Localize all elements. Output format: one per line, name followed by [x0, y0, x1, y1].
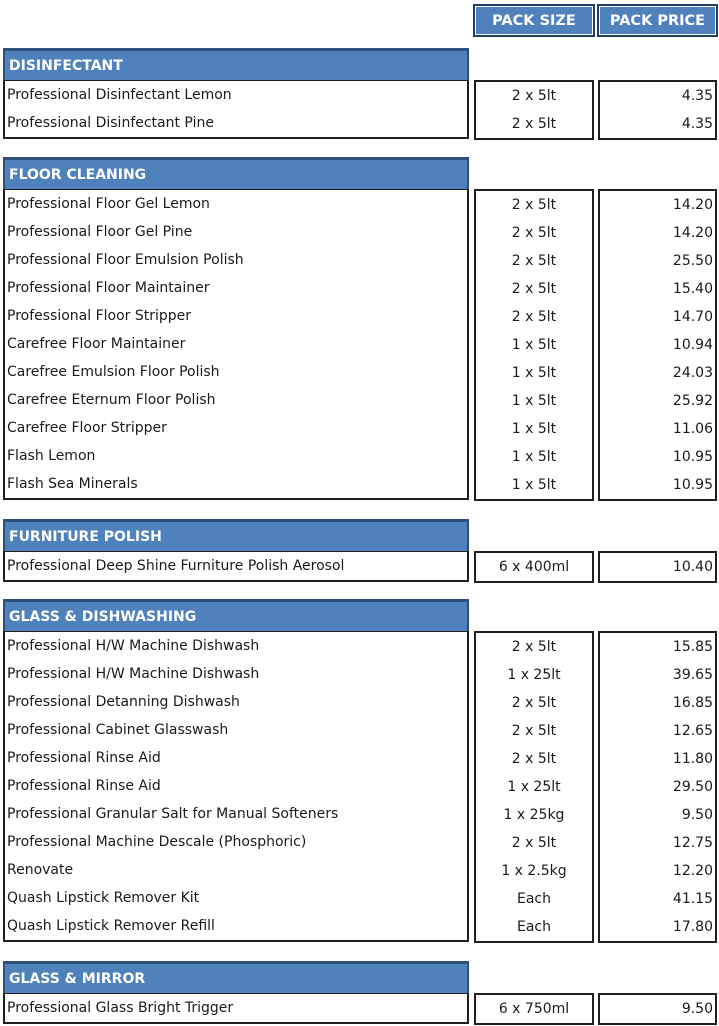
pack-price: 10.94: [672, 337, 713, 353]
pack-price: 12.20: [672, 863, 713, 879]
pack-price: 10.95: [672, 477, 713, 493]
product-name: Professional Floor Gel Lemon: [7, 196, 210, 212]
section-title: GLASS & DISHWASHING: [3, 599, 469, 631]
product-name-column: [3, 631, 469, 942]
pack-price: 10.95: [672, 449, 713, 465]
pack-price-column: [598, 631, 717, 943]
pack-price: 15.85: [672, 639, 713, 655]
pack-price: 4.35: [681, 88, 713, 104]
pack-price-header: PACK PRICE: [598, 5, 717, 36]
pack-size-column: [474, 80, 594, 140]
pack-size-column: [474, 631, 594, 943]
product-name: Carefree Floor Maintainer: [7, 336, 186, 352]
pack-price: 10.40: [672, 559, 713, 575]
product-name-column: [3, 993, 469, 1024]
pack-size: 2 x 5lt: [511, 88, 557, 104]
pack-price: 25.50: [672, 253, 713, 269]
product-name: Quash Lipstick Remover Refill: [7, 918, 215, 934]
product-name: Professional Floor Maintainer: [7, 280, 210, 296]
product-name-column: [3, 189, 469, 500]
product-name: Professional H/W Machine Dishwash: [7, 638, 260, 654]
pack-size-column: [474, 993, 594, 1025]
pack-price: 11.06: [672, 421, 713, 437]
section-title: FLOOR CLEANING: [3, 157, 469, 189]
product-name-column: [3, 80, 469, 139]
pack-size: 1 x 2.5kg: [501, 863, 567, 879]
pack-size: 2 x 5lt: [511, 253, 557, 269]
product-name: Professional Granular Salt for Manual Softeners: [7, 806, 339, 822]
product-name: Professional Cabinet Glasswash: [7, 722, 229, 738]
pack-price: 29.50: [672, 779, 713, 795]
product-name: Professional Floor Emulsion Polish: [7, 252, 244, 268]
section-title: DISINFECTANT: [3, 48, 469, 80]
product-name: Professional Deep Shine Furniture Polish Aerosol: [7, 558, 345, 574]
pack-size: 2 x 5lt: [511, 695, 557, 711]
pack-price: 24.03: [672, 365, 713, 381]
pack-size: 1 x 25lt: [507, 667, 561, 683]
product-name: Carefree Floor Stripper: [7, 420, 167, 436]
pack-size: 1 x 5lt: [511, 365, 557, 381]
pack-size: 1 x 5lt: [511, 393, 557, 409]
pack-price: 41.15: [672, 891, 713, 907]
product-name: Professional Machine Descale (Phosphoric): [7, 834, 307, 850]
product-name: Professional Floor Stripper: [7, 308, 192, 324]
product-name: Professional H/W Machine Dishwash: [7, 666, 260, 682]
product-name: Professional Glass Bright Trigger: [7, 1000, 234, 1016]
product-name: Professional Disinfectant Pine: [7, 115, 214, 131]
pack-size: 2 x 5lt: [511, 751, 557, 767]
product-name: Flash Lemon: [7, 448, 96, 464]
pack-price-column: [598, 80, 717, 140]
pack-size: 1 x 5lt: [511, 337, 557, 353]
pack-price: 39.65: [672, 667, 713, 683]
product-name: Professional Rinse Aid: [7, 778, 161, 794]
pack-price: 9.50: [681, 807, 713, 823]
pack-price: 11.80: [672, 751, 713, 767]
pack-price-column: [598, 993, 717, 1025]
product-name: Quash Lipstick Remover Kit: [7, 890, 200, 906]
pack-size: 2 x 5lt: [511, 639, 557, 655]
product-name: Renovate: [7, 862, 74, 878]
product-name: Flash Sea Minerals: [7, 476, 138, 492]
pack-size: 6 x 750ml: [498, 1001, 570, 1017]
pack-size: 6 x 400ml: [498, 559, 570, 575]
pack-size: Each: [517, 891, 551, 907]
pack-price-column: [598, 189, 717, 501]
product-name: Carefree Eternum Floor Polish: [7, 392, 216, 408]
pack-price: 15.40: [672, 281, 713, 297]
pack-price: 25.92: [672, 393, 713, 409]
product-name: Professional Disinfectant Lemon: [7, 87, 232, 103]
product-name-column: [3, 551, 469, 582]
product-name: Professional Rinse Aid: [7, 750, 161, 766]
pack-size-header: PACK SIZE: [474, 5, 594, 36]
section-title: GLASS & MIRROR: [3, 961, 469, 993]
pack-price: 14.20: [672, 225, 713, 241]
pack-size-column: [474, 189, 594, 501]
pack-size: 1 x 5lt: [511, 477, 557, 493]
pack-size: 1 x 5lt: [511, 421, 557, 437]
pack-size: 2 x 5lt: [511, 835, 557, 851]
product-name: Professional Detanning Dishwash: [7, 694, 240, 710]
pack-size: 2 x 5lt: [511, 309, 557, 325]
pack-size: 1 x 25kg: [503, 807, 565, 823]
pack-size: 2 x 5lt: [511, 225, 557, 241]
pack-size: 2 x 5lt: [511, 723, 557, 739]
product-name: Carefree Emulsion Floor Polish: [7, 364, 220, 380]
pack-price: 12.75: [672, 835, 713, 851]
pack-size: 2 x 5lt: [511, 281, 557, 297]
pack-price: 14.70: [672, 309, 713, 325]
pack-price: 16.85: [672, 695, 713, 711]
pack-price: 17.80: [672, 919, 713, 935]
pack-size: 2 x 5lt: [511, 116, 557, 132]
pack-size-column: [474, 551, 594, 583]
pack-price: 12.65: [672, 723, 713, 739]
section-title: FURNITURE POLISH: [3, 519, 469, 551]
pack-price: 14.20: [672, 197, 713, 213]
pack-size: Each: [517, 919, 551, 935]
pack-size: 1 x 25lt: [507, 779, 561, 795]
pack-price: 4.35: [681, 116, 713, 132]
pack-size: 1 x 5lt: [511, 449, 557, 465]
pack-price: 9.50: [681, 1001, 713, 1017]
pack-size: 2 x 5lt: [511, 197, 557, 213]
pack-price-column: [598, 551, 717, 583]
product-name: Professional Floor Gel Pine: [7, 224, 193, 240]
